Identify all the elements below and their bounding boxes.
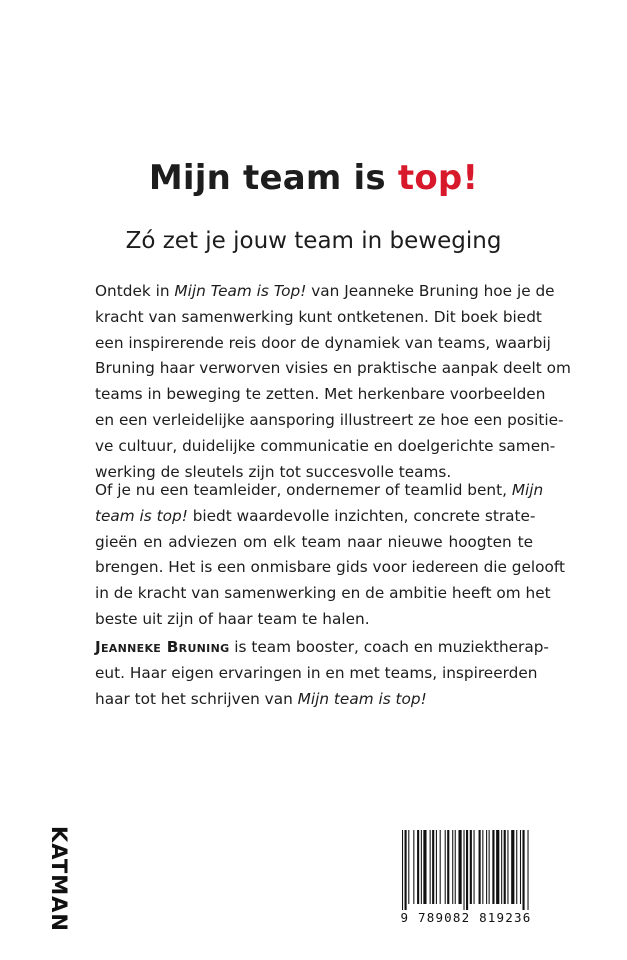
blurb-paragraph-1 <box>95 279 571 485</box>
barcode-bar <box>421 830 422 904</box>
barcode-bar <box>489 830 490 904</box>
text-line: en een verleidelijke aansporing illustreert ze hoe een positie- <box>95 410 564 429</box>
text-line: in de kracht van samenwerking en de ambitie heeft om het <box>95 584 551 603</box>
text-line <box>95 478 544 504</box>
barcode-bars <box>402 830 530 910</box>
text-span: haar tot het schrijven van <box>95 689 298 708</box>
barcode-bar <box>430 830 431 904</box>
italic-book-title: Mijn Team is Top! <box>174 282 307 300</box>
title-main: Mijn team is <box>148 158 398 198</box>
italic-book-title: Mijn <box>511 481 544 499</box>
text-line: werking de sleutels zijn tot succesvolle teams. <box>95 462 452 481</box>
text-line: brengen. Het is een onmisbare gids voor iedereen die gelooft <box>95 558 566 577</box>
publisher-name: KATMAN <box>47 826 71 932</box>
barcode-bar <box>458 830 461 904</box>
barcode-bar <box>436 830 437 904</box>
barcode-bar <box>452 830 453 904</box>
barcode-bar <box>413 830 414 904</box>
barcode-bar <box>486 830 487 904</box>
isbn-digits: 9 789082 819236 <box>400 910 532 925</box>
barcode-bar <box>516 830 517 904</box>
text-line: Bruning haar verworven visies en praktische aanpak deelt om <box>95 359 571 378</box>
barcode-bar <box>432 830 434 904</box>
barcode-bar <box>463 830 464 910</box>
barcode-bar <box>492 830 494 904</box>
text-span: Haar eigen ervaringen in en met teams, inspireerden <box>129 663 538 682</box>
barcode-bar <box>417 830 419 904</box>
text-line: ve cultuur, duidelijke communicatie en doelgerichte samen- <box>95 436 556 455</box>
barcode-bar <box>527 830 528 910</box>
isbn-barcode <box>396 830 536 928</box>
text-span: van Jeanneke Bruning hoe je de <box>306 282 555 300</box>
text-span: Of je nu een teamleider, ondernemer of teamlid bent, <box>95 481 512 499</box>
barcode-bar <box>507 830 508 904</box>
barcode-bar <box>504 830 506 904</box>
text-line <box>95 504 536 530</box>
barcode-bar <box>496 830 499 904</box>
text-line: teams in beweging te zetten. Met herkenbare voorbeelden <box>95 385 546 404</box>
barcode-bar <box>501 830 502 904</box>
text-line <box>95 635 549 661</box>
text-line <box>95 661 538 687</box>
blurb-paragraph-2 <box>95 478 566 633</box>
barcode-bar <box>445 830 446 904</box>
barcode-bar <box>482 830 483 904</box>
barcode-bar <box>511 830 514 904</box>
publisher-logo <box>47 826 71 932</box>
barcode-bar <box>402 830 403 910</box>
text-line: beste uit zijn of haar team te halen. <box>95 609 370 628</box>
book-subtitle: Zó zet je jouw team in beweging <box>125 228 502 254</box>
text-line: gieën en adviezen om elk team naar nieuwe hoogten te <box>95 532 533 551</box>
text-span: biedt waardevolle inzichten, concrete strate- <box>187 506 536 525</box>
italic-book-title: Mijn team is top! <box>297 689 427 708</box>
title-accent: top! <box>397 158 479 198</box>
barcode-bar <box>522 830 524 910</box>
barcode-bar <box>466 830 468 910</box>
text-span: Ontdek in <box>95 282 175 300</box>
text-line <box>95 687 533 713</box>
italic-book-title: team is top! <box>95 506 188 525</box>
barcode-bar <box>520 830 521 904</box>
barcode-bar <box>479 830 481 904</box>
barcode-bar <box>408 830 409 904</box>
barcode-bar <box>440 830 441 904</box>
text-span: is team booster, coach en muziektherap- <box>229 638 549 656</box>
barcode-bar <box>447 830 449 904</box>
barcode-bar <box>474 830 475 904</box>
text-line <box>95 279 555 305</box>
book-title <box>0 158 627 198</box>
barcode-bar <box>423 830 426 904</box>
text-span: eut. <box>95 663 125 682</box>
barcode-bar <box>455 830 456 904</box>
author-bio <box>95 635 549 712</box>
author-name: Jeanneke Bruning <box>95 638 230 656</box>
barcode-bar <box>470 830 472 904</box>
text-line: kracht van samenwerking kunt ontketenen. Dit boek biedt <box>95 307 542 326</box>
text-line: een inspirerende reis door de dynamiek van teams, waarbij <box>95 333 551 352</box>
barcode-bar <box>405 830 407 910</box>
